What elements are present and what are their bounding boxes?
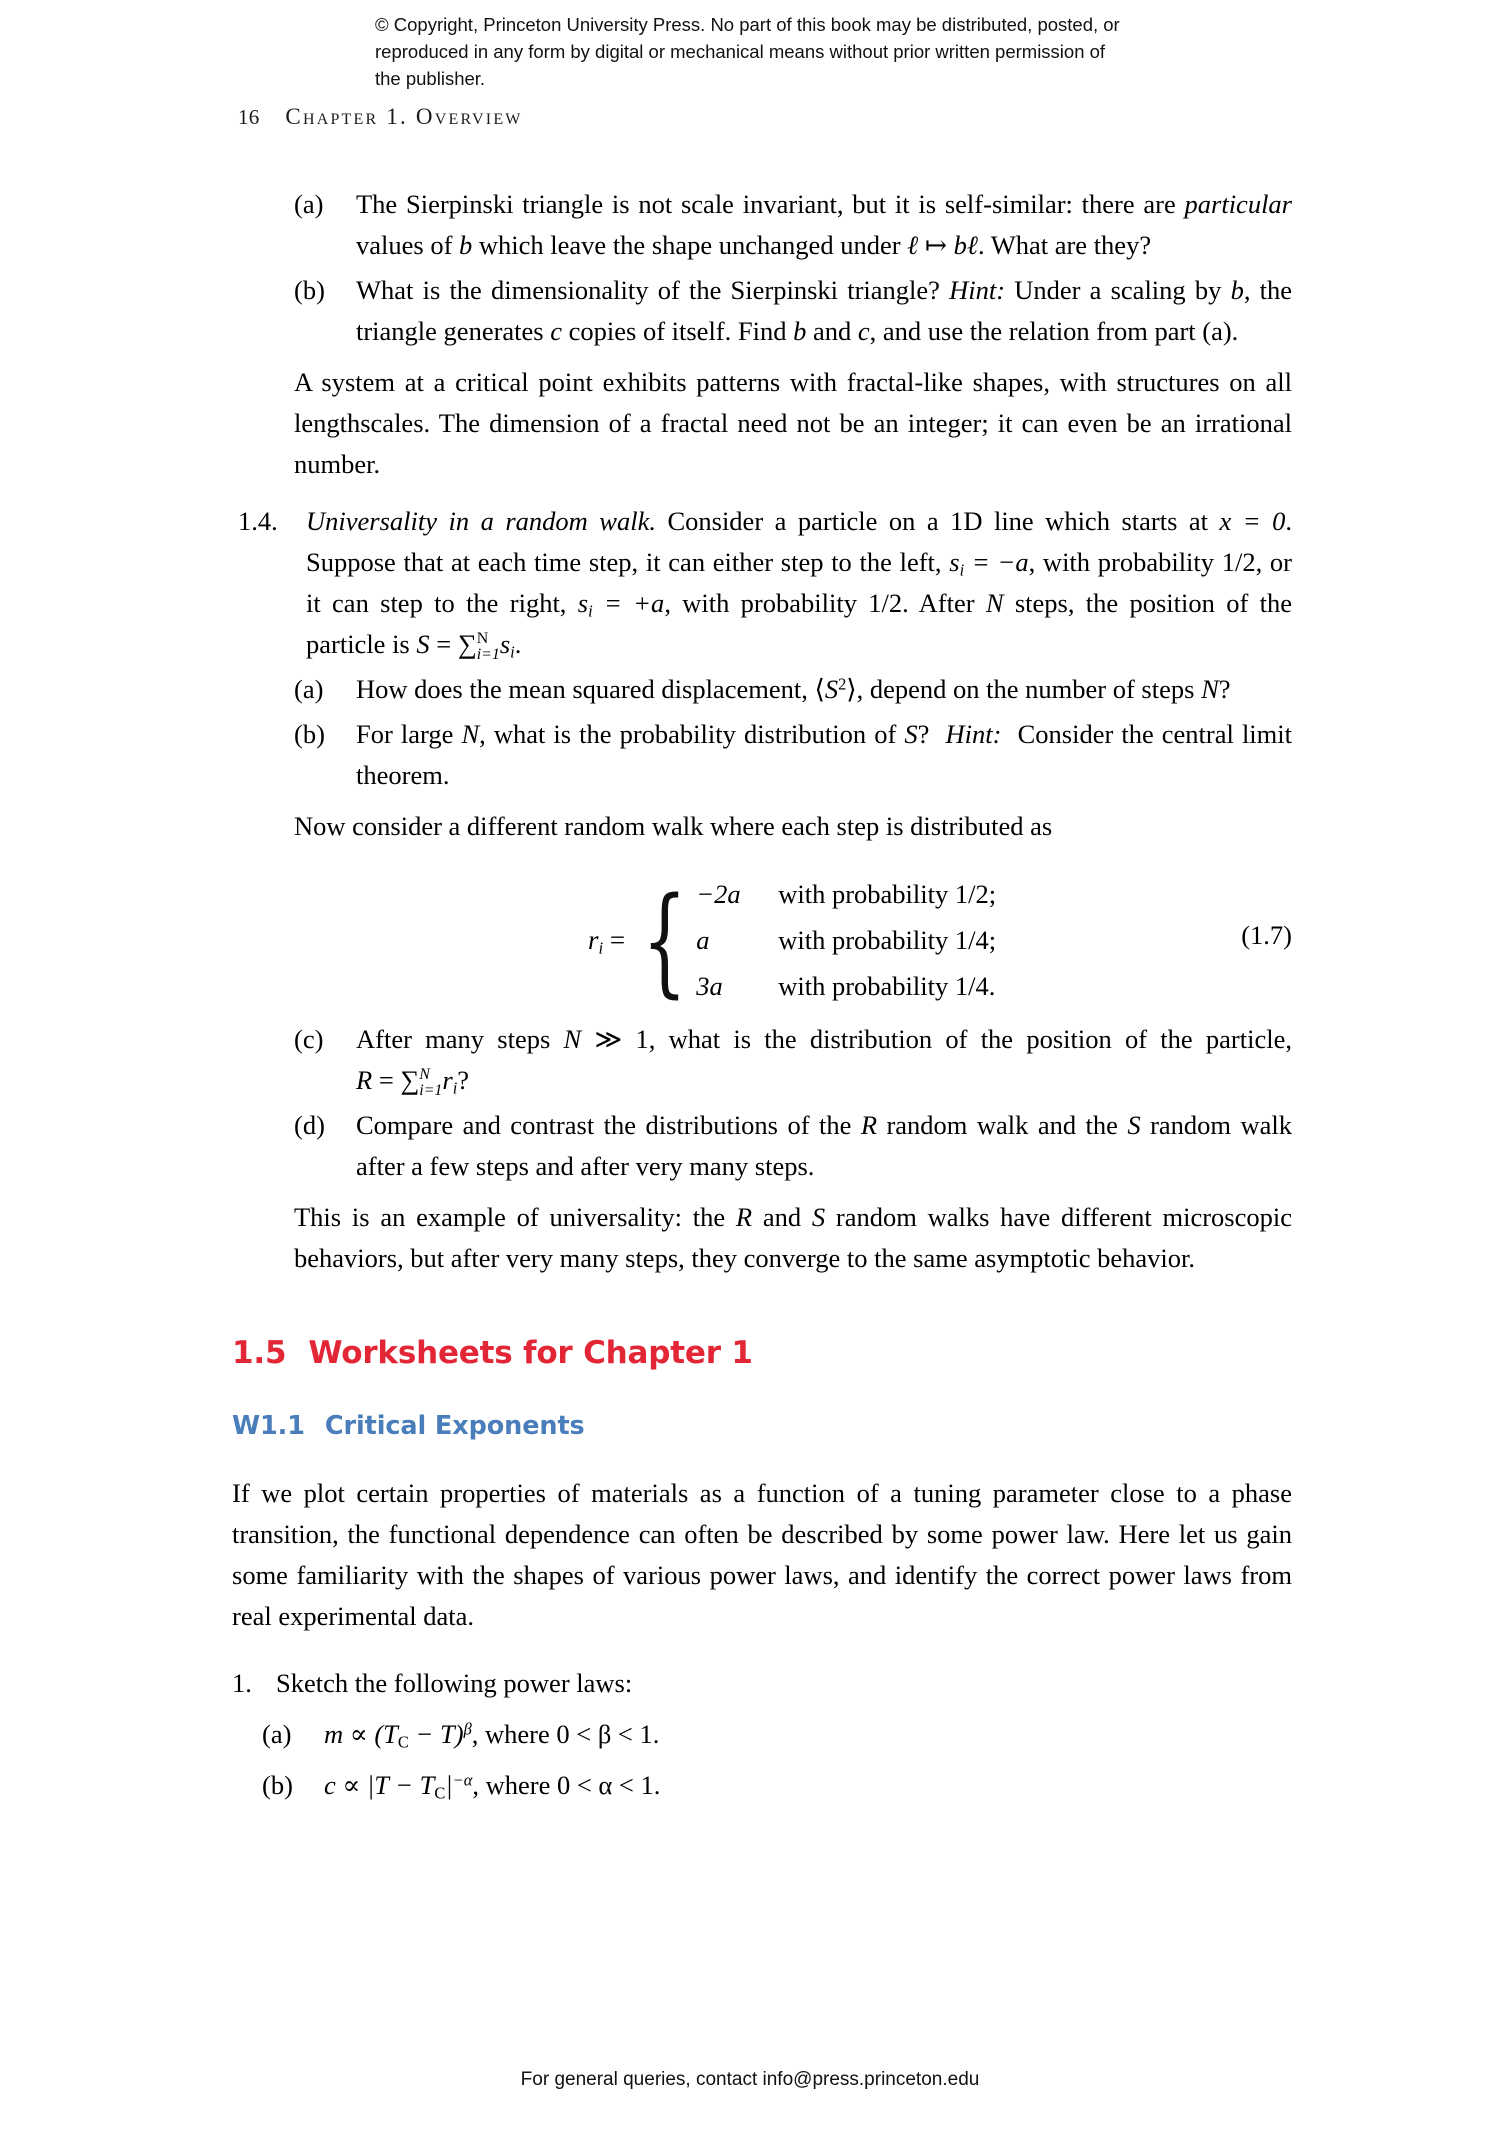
math-var-N: N xyxy=(563,1024,582,1054)
text-run: . xyxy=(514,629,522,659)
case-value: −2a xyxy=(696,879,741,909)
item-body-b: For large N, what is the probability distribution of S? Hint: Consider the central limit theorem. xyxy=(356,719,1293,790)
math-var-N: N xyxy=(985,588,1004,618)
text-run: which leave the shape unchanged under xyxy=(472,230,908,260)
equation-lhs xyxy=(588,920,629,961)
math-sub-i: i xyxy=(959,560,965,580)
math-exponent-beta: β xyxy=(463,1719,472,1739)
math-sub-i: i xyxy=(588,601,593,621)
subitem-label-b: (b) xyxy=(262,1770,293,1800)
worksheet-subitem-b xyxy=(262,1765,1292,1806)
math-var-c: c xyxy=(324,1770,336,1800)
text-run: , and use the relation from part (a). xyxy=(869,316,1239,346)
text-run: . Suppose that at each time step, it can either step to the left, xyxy=(306,506,1293,577)
text-run: and xyxy=(806,316,858,346)
math-var-b: b xyxy=(793,316,807,346)
worksheet-number: W1.1 xyxy=(232,1411,305,1441)
item-label-c: (c) xyxy=(294,1024,324,1054)
math-mean-squared-S: $⟨S^2⟩$ xyxy=(814,674,857,704)
text-run: Consider a particle on a 1D line which starts at xyxy=(655,506,1220,536)
math-var-b: b xyxy=(1230,275,1244,305)
list-item xyxy=(294,1019,1292,1101)
math-plus-a: = +a xyxy=(592,588,665,618)
text-run: , the triangle generates xyxy=(356,275,1293,346)
math-var-r: r xyxy=(588,924,599,955)
math-var-c: c xyxy=(857,316,870,346)
display-equation-1-7 xyxy=(232,870,1292,1009)
math-expr-open: |T − T xyxy=(366,1770,435,1800)
math-map-expression: ℓ ↦ bℓ xyxy=(907,230,978,260)
math-var-b: b xyxy=(459,230,473,260)
math-var-s: s xyxy=(949,547,960,577)
exercise-1-4 xyxy=(232,501,1292,665)
paragraph-different-walk: Now consider a different random walk where each step is distributed as xyxy=(294,811,1053,841)
math-sub-i: i xyxy=(510,642,515,662)
item-label-b: (b) xyxy=(294,719,325,749)
worksheet-item-number: 1. xyxy=(232,1668,252,1698)
math-sum-upper-limit: N xyxy=(476,630,489,648)
emphasis-hint: Hint: xyxy=(945,719,1002,749)
math-proportional-sign: ∝ xyxy=(343,1719,375,1749)
paragraph-fractal: A system at a critical point exhibits patterns with fractal-like shapes, with structures on all lengthscales. The dimension of a fractal need not be an integer; it can even be an irrational number. xyxy=(294,367,1292,479)
math-proportional-sign: ∝ xyxy=(335,1770,367,1800)
item-label-a: (a) xyxy=(294,674,324,704)
cases-equation xyxy=(588,871,996,1009)
item-label-a: (a) xyxy=(294,189,324,219)
item-body-b xyxy=(356,270,1292,352)
paragraph-universality: This is an example of universality: the R and S random walks have different microscopic behaviors, but after very many steps, they converge to the same asymptotic behavior. xyxy=(294,1202,1293,1273)
worksheet-intro-paragraph: If we plot certain properties of materials as a function of a tuning parameter close to a phase transition, the functional dependence can often be described by some power law. Here let us gain some familiarity with the shapes of various power laws, and identify the correct power laws from real experimental data. xyxy=(232,1478,1292,1631)
math-minus-a: = −a xyxy=(964,547,1029,577)
worksheet-subitem-a xyxy=(262,1714,1292,1755)
math-sum-lower-limit: i=1 xyxy=(476,645,500,663)
math-var-c: c xyxy=(550,316,562,346)
text-run: , with probability 1/2. After xyxy=(664,588,986,618)
item-body-c: After many steps N ≫ 1, what is the distribution of the position of the particle, R = ∑ N i=1 $r_i$? xyxy=(356,1024,1292,1099)
section-title: Worksheets for Chapter 1 xyxy=(308,1335,753,1371)
math-var-S: S xyxy=(416,629,430,659)
chapter-title: Chapter 1. Overview xyxy=(285,104,523,129)
math-sub-C: C xyxy=(434,1783,446,1803)
text-run: . What are they? xyxy=(977,230,1152,260)
item-body-d: Compare and contrast the distributions of the R random walk and the S random walk after a few steps and after very many steps. xyxy=(356,1110,1292,1181)
item-label-d: (d) xyxy=(294,1110,325,1140)
item-body-a xyxy=(356,184,1292,266)
text-run: What is the dimensionality of the Sierpinski triangle? xyxy=(356,275,950,305)
worksheet-heading-w1-1 xyxy=(232,1406,1292,1447)
text-run: Under a scaling by xyxy=(1005,275,1231,305)
list-item xyxy=(294,1105,1292,1187)
exercise-number: 1.4. xyxy=(238,506,278,536)
math-var-s: s xyxy=(577,588,589,618)
case-description: with probability 1/4; xyxy=(778,925,997,955)
text-run: values of xyxy=(356,230,460,260)
page-footer: For general queries, contact info@press.princeton.edu xyxy=(520,2069,980,2090)
cases-rows xyxy=(696,871,996,1009)
worksheet-item-text: Sketch the following power laws: xyxy=(276,1668,633,1698)
list-item xyxy=(294,270,1292,352)
main-content xyxy=(232,180,1292,1806)
math-expr-open: (T xyxy=(374,1719,398,1749)
worksheet-item-1 xyxy=(232,1663,1292,1704)
math-var-N: N xyxy=(461,719,480,749)
exercise-body xyxy=(306,501,1292,665)
page-number: 16 xyxy=(238,105,260,129)
cases-row xyxy=(696,963,996,1009)
running-head xyxy=(238,104,523,130)
exercise-title: Universality in a random walk. xyxy=(306,506,656,536)
math-var-R: R xyxy=(735,1202,753,1232)
text-run: The Sierpinski triangle is not scale invariant, but it is self-similar: there are xyxy=(356,189,1185,219)
math-var-S: S xyxy=(904,719,918,749)
cases-row xyxy=(696,871,996,917)
worksheet-title: Critical Exponents xyxy=(324,1411,585,1441)
subitem-label-a: (a) xyxy=(262,1719,292,1749)
math-var-R: R xyxy=(860,1110,877,1140)
subitem-formula-a xyxy=(324,1714,659,1755)
math-var-N: N xyxy=(1201,674,1219,704)
math-sub-C: C xyxy=(397,1732,409,1752)
list-item xyxy=(294,184,1292,266)
left-curly-brace: { xyxy=(642,870,688,1009)
case-value: 3a xyxy=(696,971,723,1001)
math-exponent-alpha: −α xyxy=(452,1770,473,1790)
text-run: copies of itself. Find xyxy=(562,316,794,346)
math-sub-i: i xyxy=(598,938,604,958)
emphasis-particular: particular xyxy=(1184,189,1292,219)
equals-sign: = xyxy=(603,924,626,955)
section-heading-1-5 xyxy=(232,1333,1292,1374)
case-description: with probability 1/2; xyxy=(778,879,997,909)
math-var-s: s xyxy=(499,629,511,659)
math-R-sum: R = ∑ N i=1 $r_i$ xyxy=(356,1065,458,1099)
equation-number: (1.7) xyxy=(1241,920,1292,950)
math-var-S: S xyxy=(1127,1110,1141,1140)
text-run: , with probability 1/2, or it can step to the right, xyxy=(306,547,1293,618)
math-x-equals-zero: x = 0 xyxy=(1219,506,1286,536)
copyright-notice: © Copyright, Princeton University Press. No part of this book may be distributed, posted, or reproduced in any form by digital or mechanical means without prior written permission of the publisher. xyxy=(375,14,1120,89)
math-expr-close: | xyxy=(445,1770,453,1800)
subitem-formula-b xyxy=(324,1765,660,1806)
text-run: steps, the position of the particle is xyxy=(306,588,1292,659)
case-description: with probability 1/4. xyxy=(778,971,996,1001)
cases-row xyxy=(696,917,996,963)
math-var-m: m xyxy=(324,1719,344,1749)
math-expr-close: − T) xyxy=(408,1719,464,1749)
math-condition: , where 0 < β < 1. xyxy=(471,1719,660,1749)
list-item xyxy=(294,714,1292,796)
math-condition: , where 0 < α < 1. xyxy=(472,1770,661,1800)
math-var-S: S xyxy=(811,1202,826,1232)
item-body-a: How does the mean squared displacement, $⟨S^2⟩$, depend on the number of steps N? xyxy=(356,674,1231,704)
math-summation-symbol: ∑ xyxy=(457,629,477,659)
list-item xyxy=(294,669,1292,710)
text-run: = xyxy=(429,629,458,659)
emphasis-hint: Hint: xyxy=(949,275,1006,305)
item-label-b: (b) xyxy=(294,275,325,305)
section-number: 1.5 xyxy=(232,1335,287,1371)
case-value: a xyxy=(696,925,710,955)
